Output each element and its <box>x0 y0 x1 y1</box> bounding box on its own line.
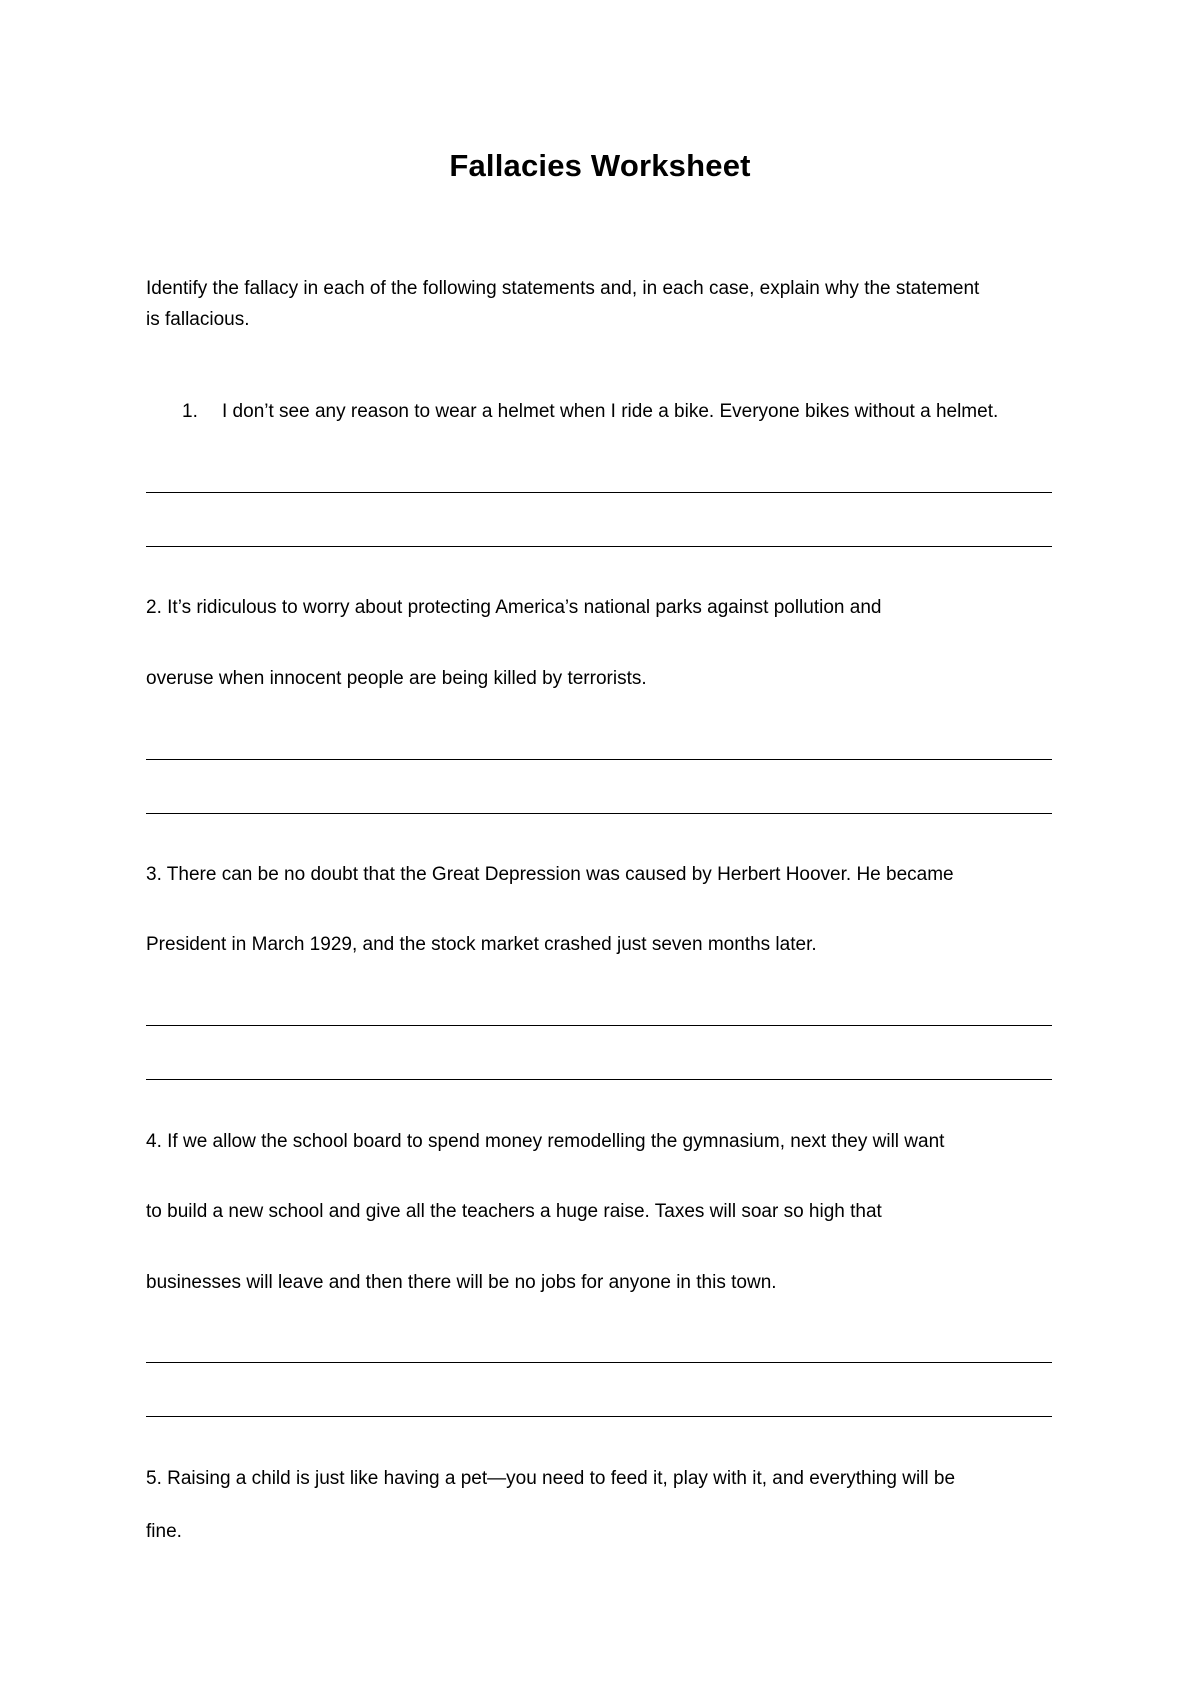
question-4-line-2: to build a new school and give all the teachers a huge raise. Taxes will soar so high that <box>146 1201 882 1222</box>
question-text: There can be no doubt that the Great Depression was caused by Herbert Hoover. He became <box>166 864 954 885</box>
question-number: 2. <box>146 597 162 618</box>
answer-line[interactable] <box>146 1362 1052 1363</box>
answer-line[interactable] <box>146 1079 1052 1080</box>
question-text: Raising a child is just like having a pet—you need to feed it, play with it, and everything will be <box>167 1468 956 1489</box>
instructions-line-1: Identify the fallacy in each of the following statements and, in each case, explain why the statement <box>146 278 980 299</box>
question-number: 5. <box>146 1468 162 1489</box>
answer-line[interactable] <box>146 492 1052 493</box>
question-text: I don’t see any reason to wear a helmet when I ride a bike. Everyone bikes without a helmet. <box>222 401 999 422</box>
instructions-line-2: is fallacious. <box>146 309 250 330</box>
question-text: It’s ridiculous to worry about protecting America’s national parks against pollution and <box>167 597 882 618</box>
question-number: 4. <box>146 1131 162 1152</box>
question-1 <box>182 400 998 424</box>
answer-line[interactable] <box>146 1025 1052 1026</box>
answer-line[interactable] <box>146 759 1052 760</box>
answer-line[interactable] <box>146 546 1052 547</box>
question-5-line-2: fine. <box>146 1521 182 1542</box>
question-2-line-1 <box>146 596 881 620</box>
question-text: If we allow the school board to spend money remodelling the gymnasium, next they will want <box>167 1131 945 1152</box>
page-title: Fallacies Worksheet <box>449 148 751 183</box>
question-number: 1. <box>182 401 198 422</box>
question-2-line-2: overuse when innocent people are being killed by terrorists. <box>146 668 647 689</box>
question-3-line-2: President in March 1929, and the stock market crashed just seven months later. <box>146 934 817 955</box>
question-4-line-1 <box>146 1130 944 1154</box>
question-3-line-1 <box>146 863 954 887</box>
answer-line[interactable] <box>146 1416 1052 1417</box>
question-4-line-3: businesses will leave and then there will be no jobs for anyone in this town. <box>146 1272 777 1293</box>
answer-line[interactable] <box>146 813 1052 814</box>
question-5-line-1 <box>146 1467 955 1491</box>
question-number: 3. <box>146 864 162 885</box>
